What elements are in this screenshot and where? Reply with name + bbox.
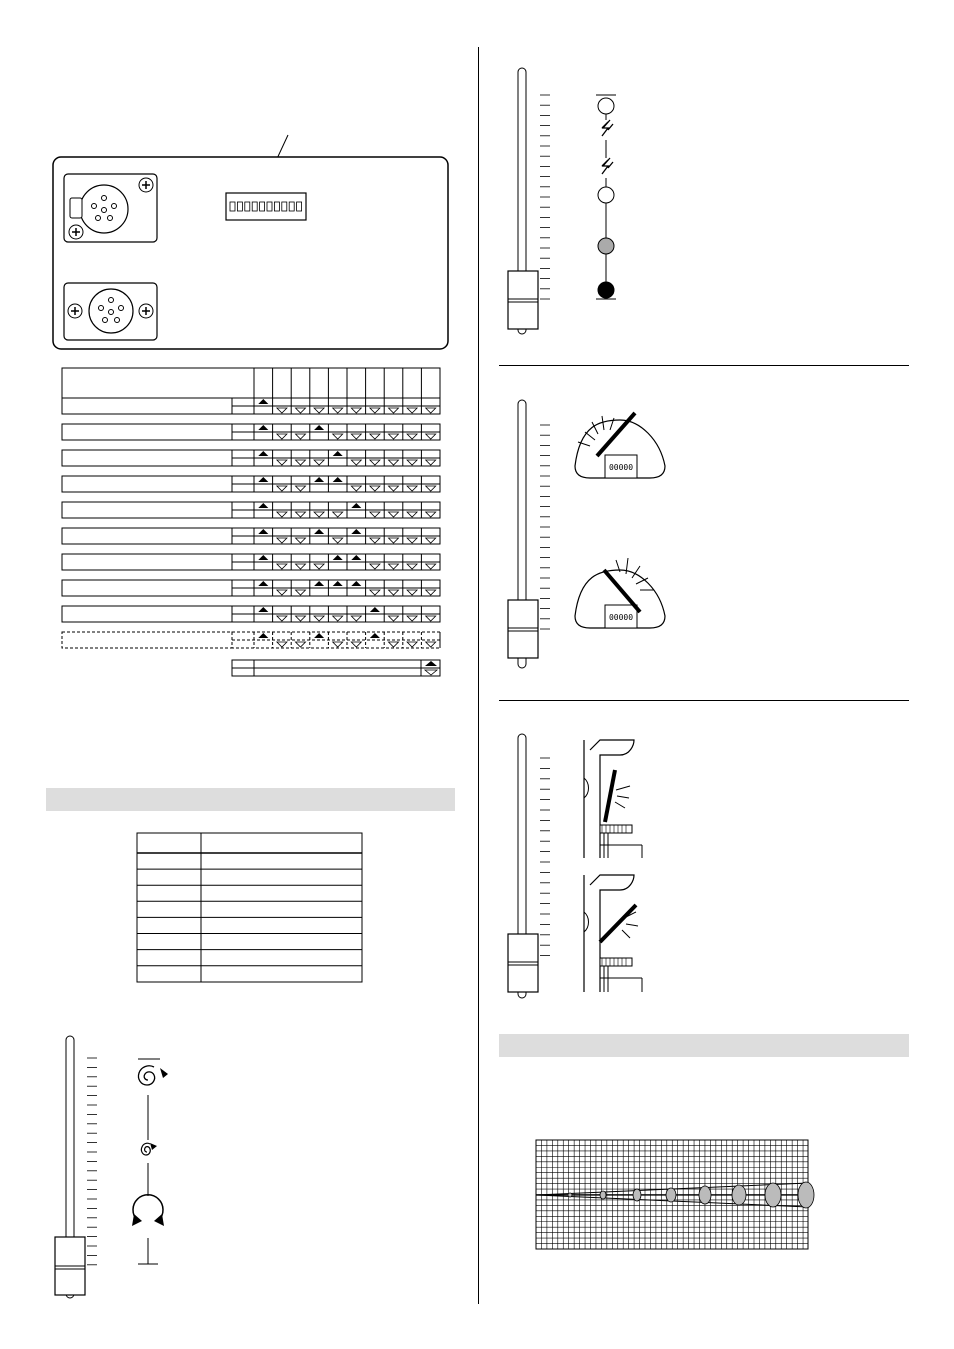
- beam-spot: [765, 1183, 781, 1207]
- beam-spot: [699, 1186, 711, 1204]
- svg-text:00000: 00000: [608, 463, 634, 472]
- beam-spot: [798, 1182, 814, 1208]
- svg-text:00000: 00000: [608, 613, 634, 622]
- beam-spot: [600, 1191, 606, 1199]
- beam-spot: [732, 1185, 746, 1205]
- beam-spot: [633, 1189, 641, 1201]
- beam-spot: [666, 1188, 676, 1202]
- beam-spot: [568, 1193, 572, 1197]
